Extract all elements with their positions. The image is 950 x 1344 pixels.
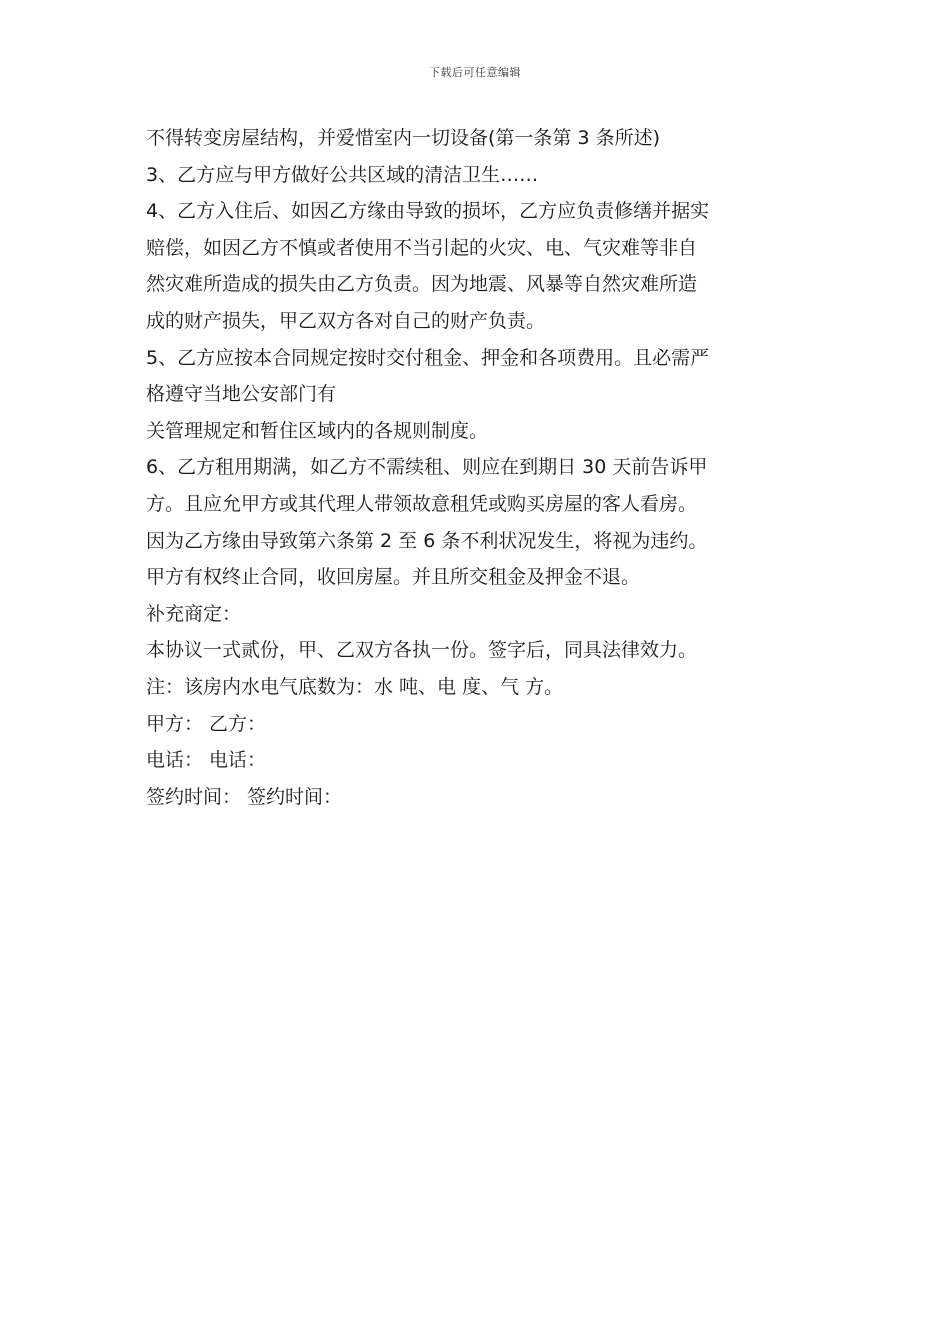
- phone-line: 电话： 电话：: [146, 749, 267, 772]
- text-line: 不得转变房屋结构，并爱惜室内一切设备(第一条第 3 条所述): [146, 127, 660, 149]
- text-line: 关管理规定和暂住区域内的各规则制度。: [146, 419, 489, 442]
- text-line: 甲方有权终止合同，收回房屋。并且所交租金及押金不退。: [146, 566, 641, 589]
- text-line: 3、乙方应与甲方做好公共区域的清洁卫生……: [146, 163, 539, 186]
- text-line: 格遵守当地公安部门有: [146, 383, 337, 406]
- text-line: 6、乙方租用期满，如乙方不需续租、则应在到期日 30 天前告诉甲: [146, 456, 708, 479]
- text-line: 然灾难所造成的损失由乙方负责。因为地震、风暴等自然灾难所造: [146, 273, 698, 296]
- supplement-heading: 补充商定：: [146, 602, 242, 625]
- text-line: 5、乙方应按本合同规定按时交付租金、押金和各项费用。且必需严: [146, 346, 710, 369]
- text-line: 方。且应允甲方或其代理人带领故意租凭或购买房屋的客人看房。: [146, 492, 698, 515]
- signing-date-line: 签约时间： 签约时间：: [146, 785, 343, 808]
- party-signature-line: 甲方： 乙方：: [146, 712, 267, 735]
- page-header: 下载后可任意编辑: [429, 66, 521, 79]
- utility-readings: 注：该房内水电气底数为：水 吨、电 度、气 方。: [146, 675, 564, 698]
- text-line: 赔偿，如因乙方不慎或者使用不当引起的火灾、电、气灾难等非自: [146, 236, 698, 259]
- text-line: 因为乙方缘由导致第六条第 2 至 6 条不利状况发生，将视为违约。: [146, 529, 708, 552]
- text-line: 成的财产损失，甲乙双方各对自己的财产负责。: [146, 309, 546, 332]
- text-line: 本协议一式贰份，甲、乙双方各执一份。签字后，同具法律效力。: [146, 639, 698, 662]
- contract-body: [146, 120, 816, 815]
- text-line: 4、乙方入住后、如因乙方缘由导致的损坏，乙方应负责修缮并据实: [146, 200, 710, 223]
